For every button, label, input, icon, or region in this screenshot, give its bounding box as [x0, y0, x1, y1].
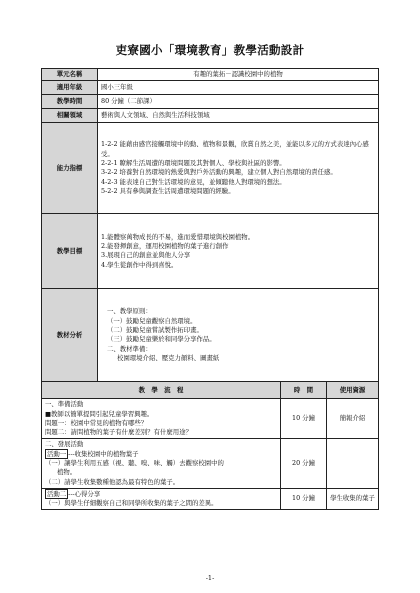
activity-two-resource: 學生收集的葉子 [327, 488, 379, 510]
ability-row [42, 123, 379, 214]
prep-activity-resource: 簡報介紹 [327, 399, 379, 439]
dev-activity-heading: 二、發展活動 [45, 440, 84, 449]
principle-item: （二）鼓勵兒童嘗試製作拓印畫。 [107, 326, 203, 334]
ability-list [98, 123, 379, 214]
ability-label: 能力指標 [42, 123, 98, 214]
dev-activity-time: 20 分鐘 [281, 439, 327, 488]
unit-name-row [42, 69, 379, 81]
activity-one-step-cont: 植物。 [57, 468, 77, 477]
principle-item: （三）鼓勵兒童樂於和同學分享作品。 [107, 335, 216, 344]
domains-value: 藝術與人文領域、自然與生活科技領域 [98, 109, 379, 123]
materials-row [42, 289, 379, 382]
prep-activity-time: 10 分鐘 [281, 399, 327, 439]
prep-activity-line: 一、準備活動 [45, 400, 84, 409]
lesson-plan-table [41, 68, 379, 510]
activity-one-step: （二）請學生收集數種他認為最有特色的葉子。 [45, 477, 180, 486]
activity-two-row [42, 488, 379, 510]
materials-label: 教材分析 [42, 289, 98, 382]
flow-header-time: 時 間 [281, 382, 327, 399]
domains-label: 相關領域 [42, 109, 98, 123]
activity-two-tag: 活動二 [47, 489, 67, 498]
goal-item: 2.能發揮創意，運用校園植物的葉子進行創作 [101, 242, 229, 250]
activity-two-title [45, 490, 277, 499]
page-number: -1- [205, 574, 215, 582]
prep-activity-content [42, 399, 281, 439]
ability-item: 5-2-2 具有參與調查生活周遭環境問題的經驗。 [101, 186, 235, 195]
flow-header-row [42, 382, 379, 399]
unit-name-label: 單元名稱 [42, 69, 98, 81]
activity-two-step: （一）與學生仔細觀察自己和同學所收集的葉子之間的差異。 [45, 499, 218, 508]
flow-header-resource: 使用資源 [327, 382, 379, 399]
ability-item: 1-2-2 能藉由感官接觸環境中的動、植物和景觀，欣賞自然之美，並能以多元的方式表達內心感受。 [101, 140, 369, 158]
dev-activity-content [42, 439, 281, 488]
prep-heading: 二、教材準備： [107, 344, 152, 353]
activity-one-step: （一）讓學生利用五感（視、聽、嗅、味、觸）去觀察校園中的 [45, 458, 224, 467]
grade-label: 適用年級 [42, 81, 98, 95]
activity-two-content [42, 488, 281, 510]
ability-item: 2-2-1 瞭解生活周遭的環境問題及其對個人、學校與社區的影響。 [101, 159, 286, 167]
goal-item: 4.學生從創作中得到喜悅。 [101, 260, 178, 269]
goals-label: 教學目標 [42, 214, 98, 289]
dev-activity-resource [327, 439, 379, 488]
ability-item: 4-2-3 能表達自己對生活環境的意見，並傾聽他人對環境的想法。 [101, 177, 286, 186]
prep-activity-line: ■教師以簡單提問引起兒童學習興趣。 [45, 409, 154, 418]
activity-one-title [45, 450, 277, 459]
activity-two-time: 10 分鐘 [281, 488, 327, 510]
goals-list [98, 214, 379, 289]
document-title: 吏寮國小「環境教育」教學活動設計 [115, 43, 305, 57]
time-value: 80 分鐘（二節課） [98, 95, 379, 109]
time-label: 教學時間 [42, 95, 98, 109]
time-row [42, 95, 379, 109]
principles-heading: 一、教學原則： [107, 307, 152, 316]
domains-row [42, 109, 379, 123]
unit-name-value: 有趣的葉拓－認識校園中的植物 [98, 69, 379, 81]
goals-row [42, 214, 379, 289]
activity-two-name: ---心得分享 [68, 489, 101, 498]
dev-activity-row [42, 439, 379, 488]
principle-item: （一）鼓勵兒童觀察自然環境。 [107, 316, 197, 325]
materials-content [98, 289, 379, 382]
prep-activity-line: 問題一：校園中常見的植物有哪些？ [45, 418, 148, 427]
activity-one-tag: 活動一 [47, 449, 67, 458]
prep-items: 校園環境介紹、壓克力顏料、圖畫紙 [117, 353, 220, 362]
grade-row [42, 81, 379, 95]
activity-one-name: ---收集校園中的植物葉子 [68, 449, 139, 458]
goal-item: 3.展現自己的創意並與他人分享 [101, 251, 191, 260]
flow-header-process: 教 學 流 程 [42, 382, 281, 399]
prep-activity-line: 問題二：請問植物的葉子有什麼差別？有什麼用途？ [45, 428, 192, 437]
grade-value: 國小三年級 [98, 81, 379, 95]
ability-item: 3-2-2 培養對自然環境的熱愛與對戶外活動的興趣，建立個人對自然環境的責任感。 [101, 168, 337, 177]
prep-activity-row [42, 399, 379, 439]
goal-item: 1.能體察萬物成長的不易，進而愛惜環境與校園植物。 [101, 232, 255, 241]
